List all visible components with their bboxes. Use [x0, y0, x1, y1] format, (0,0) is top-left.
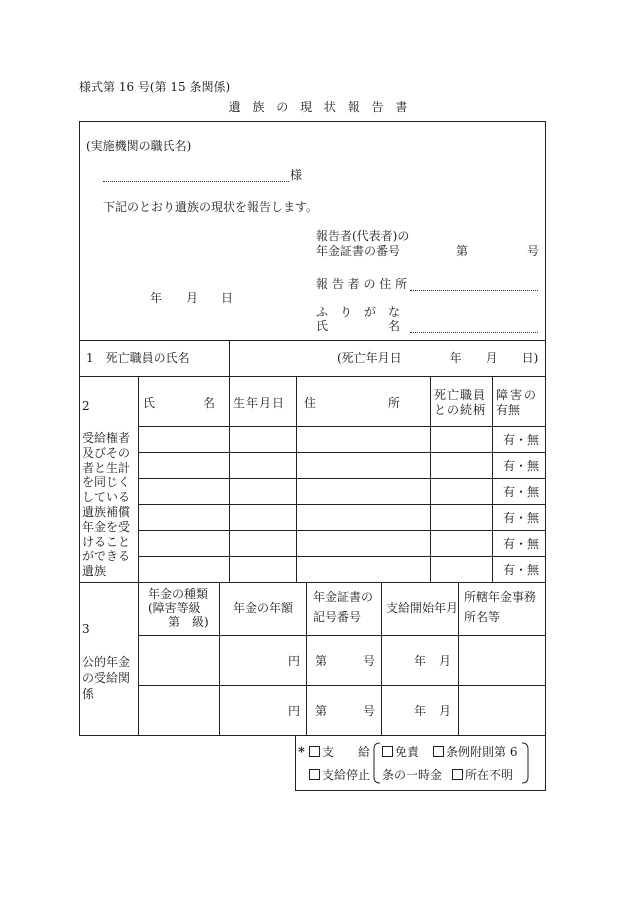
- s3-header-office-1: 所轄年金事務: [464, 590, 537, 604]
- section1-label: 1 死亡職員の氏名: [86, 351, 190, 365]
- s2-row-4-disability: 有・無: [503, 511, 540, 525]
- s3-row-2-month: 月: [439, 704, 452, 718]
- s2-header-relation-2: との続柄: [434, 403, 487, 417]
- s3-col-2: [219, 582, 220, 736]
- section2-side-label: 受給権者及びその者と生計を同じくしている遺族補償年金を受けることができる遺族: [82, 431, 131, 579]
- checkbox-exempt[interactable]: [382, 745, 419, 760]
- s3-row-1-year: 年: [414, 654, 427, 668]
- s3-row-1-month: 月: [439, 654, 452, 668]
- checkbox-square[interactable]: [382, 746, 393, 757]
- right-bracket: [521, 742, 529, 784]
- s2-row-2-disability: 有・無: [503, 459, 540, 473]
- s2-header-name: 氏 名: [143, 396, 216, 410]
- s2-row-line-5: [138, 556, 546, 557]
- s2-row-line-3: [138, 504, 546, 505]
- page-title: 遺 族 の 現 状 報 告 書: [228, 100, 412, 114]
- exempt-label: 免責: [395, 745, 420, 759]
- s2-row-3-disability: 有・無: [503, 485, 540, 499]
- checkbox-supplementary[interactable]: [433, 745, 517, 760]
- date-day: 日: [221, 291, 234, 305]
- pension-number-label: 報告者(代表者)の: [316, 229, 410, 243]
- s3-row-2-yen: 円: [288, 704, 301, 718]
- s2-col-5: [492, 376, 493, 582]
- s3-header-type-3: 第 級): [168, 615, 209, 629]
- checkbox-square[interactable]: [309, 746, 320, 757]
- s3-header-cert-1: 年金証書の: [313, 590, 374, 604]
- s2-row-5-disability: 有・無: [503, 537, 540, 551]
- s3-header-bottom: [138, 635, 546, 636]
- checkbox-unknown[interactable]: [452, 768, 513, 783]
- s2-row-line-4: [138, 530, 546, 531]
- reporter-go: 号: [527, 244, 540, 258]
- s2-row-6-disability: 有・無: [503, 563, 540, 577]
- unknown-label: 所在不明: [465, 768, 514, 782]
- checkbox-square[interactable]: [452, 769, 463, 780]
- s2-header-address: 住 所: [304, 396, 401, 410]
- s3-row-line: [138, 685, 546, 686]
- addressee-suffix: 様: [290, 168, 303, 182]
- left-bracket: [373, 742, 381, 784]
- s3-row-1-yen: 円: [288, 654, 301, 668]
- s2-col-4: [430, 376, 431, 582]
- addressee-label: (実施機関の職氏名): [86, 139, 192, 153]
- s3-header-type-1: 年金の種類: [148, 587, 209, 601]
- payment-stop-label: 支給停止: [322, 768, 371, 782]
- date-year: 年: [150, 291, 163, 305]
- name-label: 氏 名: [316, 319, 401, 333]
- s3-col-4: [381, 582, 382, 736]
- checkbox-payment-stop[interactable]: [309, 768, 370, 783]
- s3-col-1: [138, 582, 139, 736]
- section2-number: 2: [82, 399, 90, 413]
- checkbox-square[interactable]: [433, 746, 444, 757]
- lump-sum-label: 条の一時金: [382, 768, 443, 782]
- payment-label: 支 給: [322, 745, 371, 759]
- s3-header-cert-2: 記号番号: [313, 610, 362, 624]
- reporter-name-line: [410, 332, 538, 333]
- s2-col-1: [138, 376, 139, 582]
- s3-row-2-go: 号: [363, 704, 376, 718]
- s2-header-relation-1: 死亡職員: [434, 388, 487, 402]
- section2-top: [79, 376, 546, 377]
- s2-header-bottom: [138, 426, 546, 427]
- section1-divider: [229, 340, 230, 376]
- intro-text: 下記のとおり遺族の現状を報告します。: [103, 200, 319, 214]
- s2-header-disability-2: 有無: [496, 403, 521, 417]
- s2-col-2: [229, 376, 230, 582]
- date-month: 月: [186, 291, 199, 305]
- s3-header-type-2: (障害等級: [148, 601, 201, 615]
- s2-col-3: [296, 376, 297, 582]
- s2-row-line-2: [138, 478, 546, 479]
- checkbox-payment[interactable]: [309, 745, 370, 760]
- s3-header-amount: 年金の年額: [233, 601, 294, 615]
- section1-top: [79, 340, 546, 341]
- s3-col-3: [306, 582, 307, 736]
- s3-header-office-2: 所名等: [464, 610, 501, 624]
- s3-header-start: 支給開始年月: [386, 601, 459, 615]
- section3-number: 3: [82, 622, 90, 636]
- supplementary-label: 条例附則第 6: [446, 745, 518, 759]
- s3-row-1-dai: 第: [315, 654, 328, 668]
- s3-row-2-dai: 第: [315, 704, 328, 718]
- pension-number-label-2: 年金証書の番号: [316, 244, 401, 258]
- s3-col-5: [458, 582, 459, 736]
- s2-header-birth: 生年月日: [233, 396, 286, 410]
- footer-asterisk: *: [298, 745, 305, 760]
- s3-row-2-year: 年: [414, 704, 427, 718]
- furigana-label: ふ り が な: [316, 305, 401, 319]
- section3-top: [79, 582, 546, 583]
- checkbox-square[interactable]: [309, 769, 320, 780]
- section1-death-date: (死亡年月日 年 月 日): [337, 351, 539, 365]
- reporter-dai: 第: [456, 244, 469, 258]
- s2-row-1-disability: 有・無: [503, 433, 540, 447]
- s2-header-disability-1: 障害の: [496, 388, 539, 402]
- s2-row-line-1: [138, 452, 546, 453]
- reporter-address-label: 報 告 者 の 住 所: [316, 277, 408, 291]
- s3-row-1-go: 号: [363, 654, 376, 668]
- section3-side-label: 公的年金の受給関係: [82, 655, 131, 701]
- addressee-line: [103, 181, 289, 182]
- form-number: 様式第 16 号(第 15 条関係): [79, 80, 231, 94]
- reporter-address-line: [410, 290, 538, 291]
